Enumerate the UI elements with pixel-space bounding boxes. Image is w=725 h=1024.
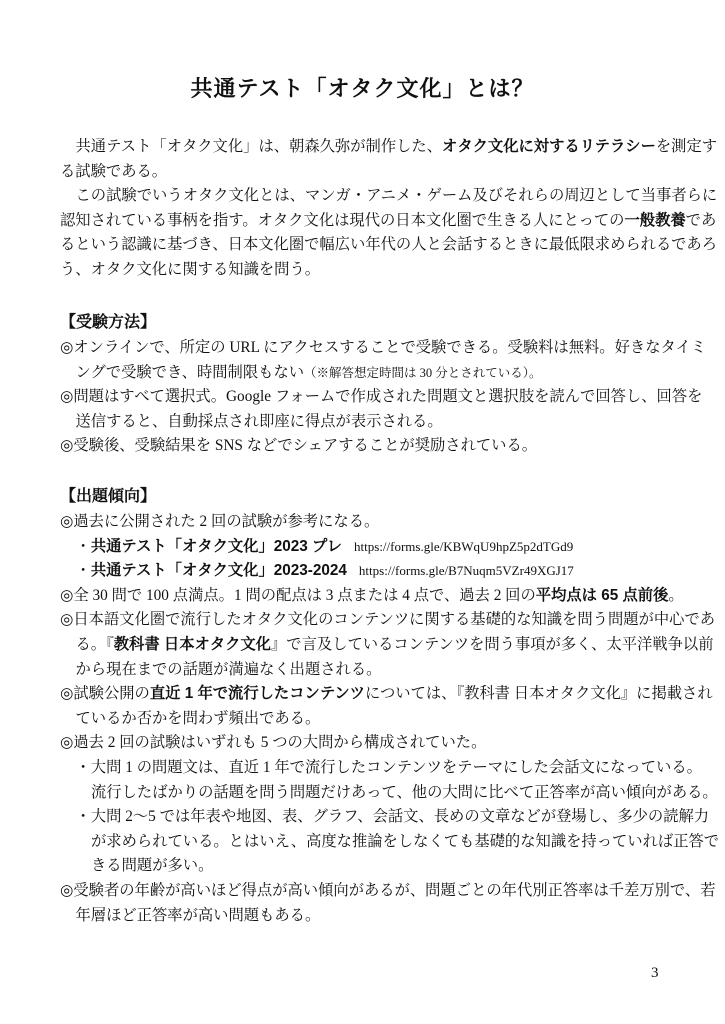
bold-text: 教科書 日本オタク文化	[113, 635, 271, 653]
bold-text: 一般教養	[624, 211, 686, 229]
text: 』で言及しているコンテンツを問う事項が多く、太平洋戦争以前	[270, 635, 714, 653]
text: ・大問 2～5 では年表や地図、表、グラフ、会話文、長めの文章などが登場し、多少の読解力	[75, 808, 710, 826]
text-line	[60, 584, 684, 609]
bold-text: オタク文化に対するリテラシー	[442, 138, 656, 155]
text-line	[60, 559, 670, 584]
page-number: 3	[651, 965, 659, 981]
text: る。『	[75, 635, 114, 653]
text-line	[60, 904, 670, 929]
bold-text: 直近 1 年で流行したコンテンツ	[149, 685, 365, 703]
text-line	[60, 510, 670, 535]
text-line	[60, 385, 703, 410]
text-line	[60, 434, 670, 459]
text: ◎試験公開の	[60, 685, 150, 703]
intro-paragraphs	[60, 135, 718, 283]
text: ているか否かを問わず頻出である。	[75, 709, 321, 727]
bold-text: 平均点は 65 点前後	[535, 586, 669, 604]
text-line	[60, 233, 718, 258]
text: る試験である。	[60, 162, 168, 180]
text: 認知されている事柄を指す。オタク文化は現代の日本文化圏で生きる人にとっての	[60, 211, 625, 229]
text-line	[60, 258, 670, 283]
text: 。	[668, 586, 684, 604]
section-heading: 【受験方法】	[60, 314, 157, 331]
bold-text: 共通テスト「オタク文化」2023-2024	[90, 562, 347, 580]
text-line	[60, 854, 670, 879]
section-exam-method	[60, 310, 707, 459]
section-question-trends	[60, 484, 720, 928]
text: ングで受験でき、時間制限もない	[75, 363, 305, 381]
text: （※解答想定時間は 30 分とされている）。	[304, 365, 542, 380]
text: ・	[75, 562, 91, 580]
text-line	[60, 830, 720, 855]
bold-text: 共通テスト「オタク文化」2023 プレ	[90, 537, 343, 555]
text: を測定す	[655, 138, 718, 155]
text-line	[60, 707, 670, 732]
text-line	[60, 805, 710, 830]
text-line	[60, 410, 670, 435]
text: 共通テスト「オタク文化」は、朝森久弥が制作した、	[75, 138, 443, 155]
text: ◎日本語文化圏で流行したオタク文化のコンテンツに関する基礎的な知識を問う問題が中心であ	[60, 611, 716, 629]
text: については、『教科書 日本オタク文化』に掲載され	[364, 685, 713, 703]
text: きる問題が多い。	[91, 857, 214, 875]
text: この試験でいうオタク文化とは、マンガ・アニメ・ゲーム及びそれらの周辺として当事者らに	[75, 187, 718, 205]
text: う、オタク文化に関する知識を問う。	[60, 260, 321, 278]
text: ◎オンラインで、所定の URL にアクセスすることで受験できる。受験料は無料。好きなタイミ	[60, 339, 707, 356]
text-line	[60, 608, 716, 633]
text: ◎問題はすべて選択式。Google フォームで作成された問題文と選択肢を読んで回答し、回答を	[60, 388, 703, 406]
text-line	[60, 135, 718, 160]
text: るという認識に基づき、日本文化圏で幅広い年代の人と会話するときに最低限求められるであろ	[60, 236, 718, 254]
text: から現在までの話題が満遍なく出題される。	[75, 660, 382, 678]
text-line	[60, 633, 714, 658]
page-title: 共通テスト「オタク文化」とは？	[190, 76, 535, 101]
text-line	[60, 184, 718, 209]
text: ◎過去 2 回の試験はいずれも 5 つの大問から構成されていた。	[60, 734, 487, 752]
text-line	[60, 682, 713, 707]
text-line	[60, 160, 670, 185]
text-line	[60, 361, 670, 386]
form-link[interactable]: https://forms.gle/B7Nuqm5VZr49XGJ17	[358, 563, 574, 579]
text-line	[60, 658, 670, 683]
text-line	[60, 756, 702, 781]
form-link[interactable]: https://forms.gle/KBWqU9hpZ5p2dTGd9	[354, 538, 574, 554]
text-line	[60, 781, 718, 806]
text: ◎受験後、受験結果を SNS などでシェアすることが奨励されている。	[60, 437, 538, 455]
text-line	[60, 879, 716, 904]
text: ◎過去に公開された 2 回の試験が参考になる。	[60, 513, 380, 530]
text: ◎全 30 問で 100 点満点。1 問の配点は 3 点または 4 点で、過去 2 回の	[60, 586, 536, 604]
text: であ	[685, 211, 717, 229]
text: 年層ほど正答率が高い問題もある。	[75, 906, 321, 924]
text-line	[60, 336, 707, 361]
text: 流行したばかりの話題を問う問題だけあって、他の大問に比べて正答率が高い傾向がある。	[91, 783, 718, 801]
text-line	[60, 209, 717, 234]
text: ◎受験者の年齢が高いほど得点が高い傾向があるが、問題ごとの年代別正答率は千差万別で、若	[60, 881, 716, 899]
text: が求められている。とはいえ、高度な推論をしなくても基礎的な知識を持っていれば正答で	[91, 832, 720, 850]
text: ・大問 1 の問題文は、直近 1 年で流行したコンテンツをテーマにした会話文になっている。	[75, 758, 702, 776]
text: 送信すると、自動採点され即座に得点が表示される。	[75, 412, 443, 430]
text: ・	[75, 537, 91, 555]
section-body	[60, 336, 707, 459]
section-body	[60, 510, 720, 928]
text-line	[60, 731, 670, 756]
section-heading: 【出題傾向】	[60, 488, 157, 505]
text-line	[60, 535, 670, 560]
